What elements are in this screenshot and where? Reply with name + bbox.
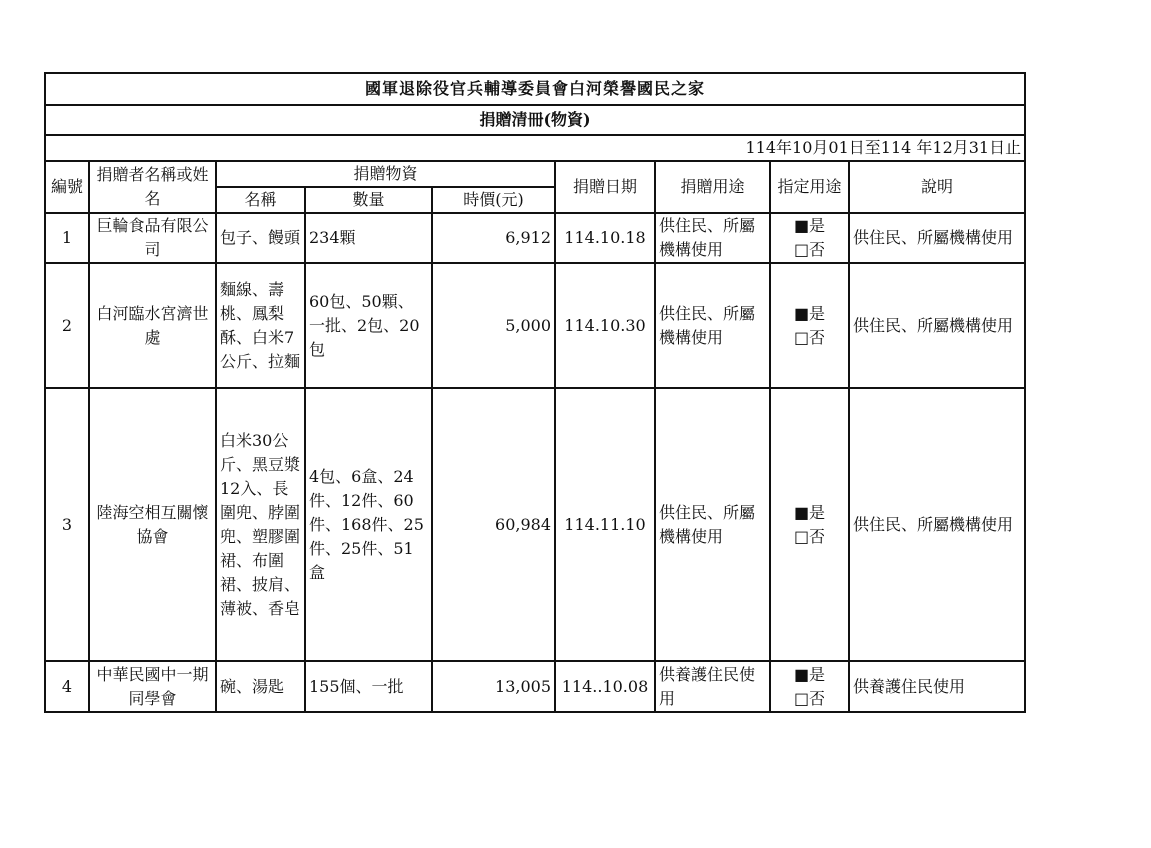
row-quantity: 60包、50顆、一批、2包、20包 [305, 263, 432, 388]
row-value: 60,984 [432, 388, 555, 661]
row-purpose: 供住民、所屬機構使用 [655, 388, 770, 661]
row-value: 6,912 [432, 213, 555, 263]
header-no: 編號 [45, 161, 89, 213]
header-value: 時價(元) [432, 187, 555, 213]
row-donor: 白河臨水宮濟世處 [89, 263, 216, 388]
header-donor: 捐贈者名稱或姓名 [89, 161, 216, 213]
row-item-name: 白米30公斤、黑豆漿12入、長圍兜、脖圍兜、塑膠圍裙、布圍裙、披肩、薄被、香皂 [216, 388, 305, 661]
document-title: 國軍退除役官兵輔導委員會白河榮譽國民之家 [45, 73, 1025, 105]
row-note: 供住民、所屬機構使用 [849, 263, 1025, 388]
row-quantity: 234顆 [305, 213, 432, 263]
row-purpose: 供住民、所屬機構使用 [655, 263, 770, 388]
table-row [45, 661, 1025, 712]
row-date: 114.10.30 [555, 263, 655, 388]
row-no: 2 [45, 263, 89, 388]
row-donor: 陸海空相互關懷協會 [89, 388, 216, 661]
row-date: 114..10.08 [555, 661, 655, 712]
header-date: 捐贈日期 [555, 161, 655, 213]
row-note: 供住民、所屬機構使用 [849, 213, 1025, 263]
header-designated: 指定用途 [770, 161, 849, 213]
row-value: 5,000 [432, 263, 555, 388]
table-row [45, 263, 1025, 388]
row-date: 114.10.18 [555, 213, 655, 263]
header-goods: 捐贈物資 [216, 161, 555, 187]
table-row [45, 213, 1025, 263]
report-period: 114年10月01日至114 年12月31日止 [45, 135, 1025, 161]
row-donor: 中華民國中一期同學會 [89, 661, 216, 712]
row-donor: 巨輪食品有限公司 [89, 213, 216, 263]
document-subtitle: 捐贈清冊(物資) [45, 105, 1025, 135]
row-item-name: 包子、饅頭 [216, 213, 305, 263]
row-no: 4 [45, 661, 89, 712]
table-row [45, 388, 1025, 661]
row-note: 供養護住民使用 [849, 661, 1025, 712]
row-designated: ■是 □否 [770, 263, 849, 388]
row-item-name: 麵線、壽桃、鳳梨酥、白米7公斤、拉麵 [216, 263, 305, 388]
row-value: 13,005 [432, 661, 555, 712]
row-item-name: 碗、湯匙 [216, 661, 305, 712]
row-purpose: 供住民、所屬機構使用 [655, 213, 770, 263]
row-purpose: 供養護住民使用 [655, 661, 770, 712]
header-note: 說明 [849, 161, 1025, 213]
row-note: 供住民、所屬機構使用 [849, 388, 1025, 661]
header-purpose: 捐贈用途 [655, 161, 770, 213]
donation-table [44, 72, 1026, 713]
row-quantity: 155個、一批 [305, 661, 432, 712]
row-designated: ■是 □否 [770, 661, 849, 712]
header-item-name: 名稱 [216, 187, 305, 213]
row-designated: ■是 □否 [770, 213, 849, 263]
header-quantity: 數量 [305, 187, 432, 213]
row-designated: ■是 □否 [770, 388, 849, 661]
row-no: 3 [45, 388, 89, 661]
row-quantity: 4包、6盒、24件、12件、60件、168件、25件、25件、51盒 [305, 388, 432, 661]
row-date: 114.11.10 [555, 388, 655, 661]
row-no: 1 [45, 213, 89, 263]
